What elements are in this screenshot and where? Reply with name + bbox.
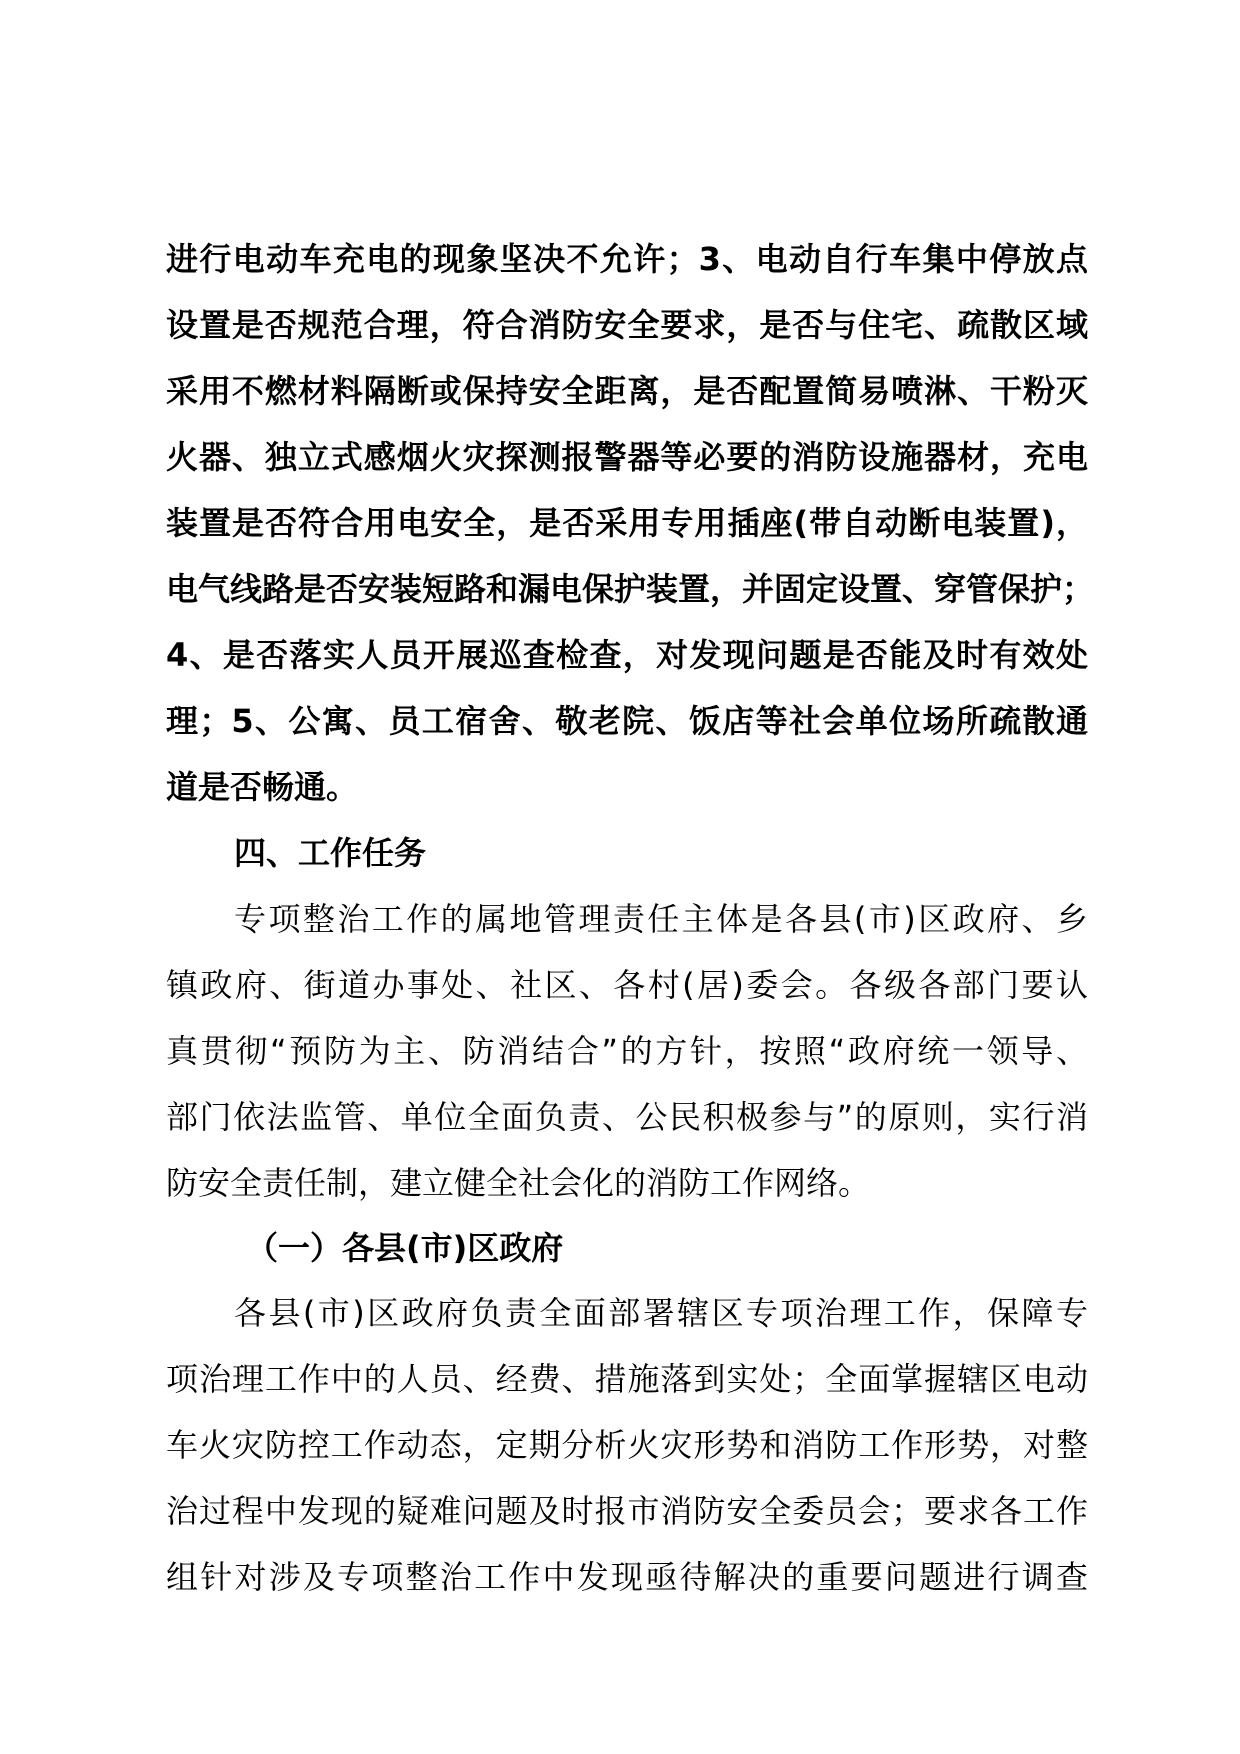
- text-line: 各县(市)区政府负责全面部署辖区专项治理工作，保障专: [234, 1294, 1088, 1332]
- text-line: 部门依法监管、单位全面负责、公民积极参与”的原则，实行消: [166, 1098, 1088, 1136]
- document-page: [166, 226, 1095, 1610]
- text-line: 镇政府、街道办事处、社区、各村(居)委会。各级各部门要认: [166, 966, 1088, 1004]
- paragraph-inspection-items: [166, 226, 1095, 820]
- text-line: 理；5、公寓、员工宿舍、敬老院、饭店等社会单位场所疏散通: [166, 702, 1088, 740]
- text-line: 真贯彻“预防为主、防消结合”的方针，按照“政府统一领导、: [166, 1032, 1088, 1070]
- text-line: 进行电动车充电的现象坚决不允许；3、电动自行车集中停放点: [166, 240, 1088, 278]
- text-line: 防安全责任制，建立健全社会化的消防工作网络。: [166, 1164, 871, 1202]
- text-line: 专项整治工作的属地管理责任主体是各县(市)区政府、乡: [234, 900, 1088, 938]
- text-line: 电气线路是否安装短路和漏电保护装置，并固定设置、穿管保护；: [166, 570, 1095, 608]
- text-line: 道是否畅通。: [166, 768, 359, 806]
- text-line: 组针对涉及专项整治工作中发现亟待解决的重要问题进行调查: [166, 1558, 1088, 1596]
- text-line: 4、是否落实人员开展巡查检查，对发现问题是否能及时有效处: [166, 636, 1088, 674]
- text-line: 车火灾防控工作动态，定期分析火灾形势和消防工作形势，对整: [166, 1426, 1088, 1464]
- text-line: 治过程中发现的疑难问题及时报市消防安全委员会；要求各工作: [166, 1492, 1088, 1530]
- section-heading: 四、工作任务: [234, 834, 427, 872]
- text-line: 项治理工作中的人员、经费、措施落到实处；全面掌握辖区电动: [166, 1360, 1088, 1398]
- paragraph-work-tasks: [166, 886, 1088, 1216]
- subsection-heading: （一）各县(市)区政府: [246, 1229, 564, 1267]
- text-line: 设置是否规范合理，符合消防安全要求，是否与住宅、疏散区域: [166, 306, 1088, 344]
- paragraph-county-government: [166, 1280, 1088, 1610]
- text-line: 装置是否符合用电安全，是否采用专用插座(带自动断电装置)，: [166, 504, 1088, 542]
- text-line: 采用不燃材料隔断或保持安全距离，是否配置简易喷淋、干粉灭: [166, 372, 1088, 410]
- text-line: 火器、独立式感烟火灾探测报警器等必要的消防设施器材，充电: [166, 438, 1088, 476]
